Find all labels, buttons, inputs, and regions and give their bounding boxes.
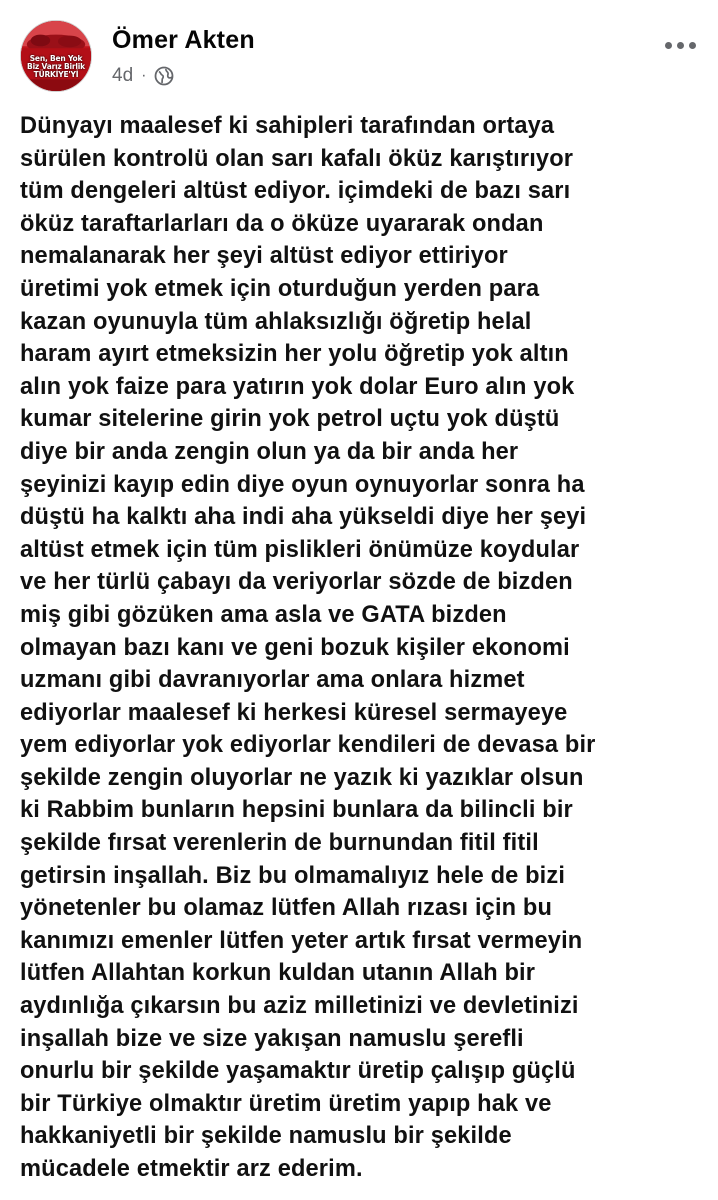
meta-separator: · — [141, 67, 147, 84]
author-name[interactable]: Ömer Akten — [112, 26, 255, 54]
post-text: Dünyayı maalesef ki sahipleri tarafından ortaya sürülen kontrolü olan sarı kafalı öküz karıştırıyor tüm dengeleri altüst ediyor. içimdeki de bazı sarı öküz taraftarlarları da o öküze uyararak ondan nemalanarak her şeyi altüst ediyor ettiriyor üretimi yok etmek için oturduğun yerden para kazan oyunuyla tüm ahlaksızlığı öğretip helal haram ayırt etmeksizin her yolu öğretip yok altın alın yok faize para yatırın yok dolar Euro alın yok kumar sitelerine girin yok petrol uçtu yok düştü diye bir anda zengin olun ya da bir anda her şeyinizi kayıp edin diye oyun oynuyorlar sonra ha düştü ha kalktı aha indi aha yükseldi diye her şeyi altüst etmek için tüm pislikleri önümüze koydular ve her türlü çabayı da veriyorlar sözde de bizden miş gibi gözüken ama asla ve GATA bizden olmayan bazı kanı ve geni bozuk kişiler ekonomi uzmanı gibi davranıyorlar ama onlara hizmet ediyorlar maalesef ki herkesi küresel sermayeye yem ediyorlar yok ediyorlar kendileri de devasa bir şekilde zengin oluyorlar ne yazık ki yazıklar olsun ki Rabbim bunların hepsini bunlara da bilincli bir şekilde fırsat verenlerin de burnundan fitil fitil getirsin inşallah. Biz bu olmamalıyız hele de bizi yönetenler bu olamaz lütfen Allah rızası için bu kanımızı emenler lütfen yeter artık fırsat vermeyin lütfen Allahtan korkun kuldan utanın Allah bir aydınlığa çıkarsın bu aziz milletinizi ve devletinizi inşallah bize ve size yakışan namuslu şerefli onurlu bir şekilde yaşamaktır üretip çalışıp güçlü bir Türkiye olmaktır üretim üretim yapıp hak ve hakkaniyetli bir şekilde namuslu bir şekilde mücadele etmektir arz ederim. — [20, 113, 596, 1182]
post-timestamp[interactable]: 4d — [112, 65, 134, 86]
more-dot — [677, 42, 684, 49]
avatar-caption: Sen, Ben Yok Biz Varız Birlik TÜRKİYE'Yİ — [27, 54, 85, 79]
post-header — [20, 18, 700, 98]
post-meta — [112, 64, 174, 88]
avatar[interactable] — [20, 20, 92, 92]
globe-icon[interactable] — [154, 66, 174, 86]
more-dot — [665, 42, 672, 49]
more-dot — [689, 42, 696, 49]
more-options-icon[interactable] — [660, 30, 700, 60]
